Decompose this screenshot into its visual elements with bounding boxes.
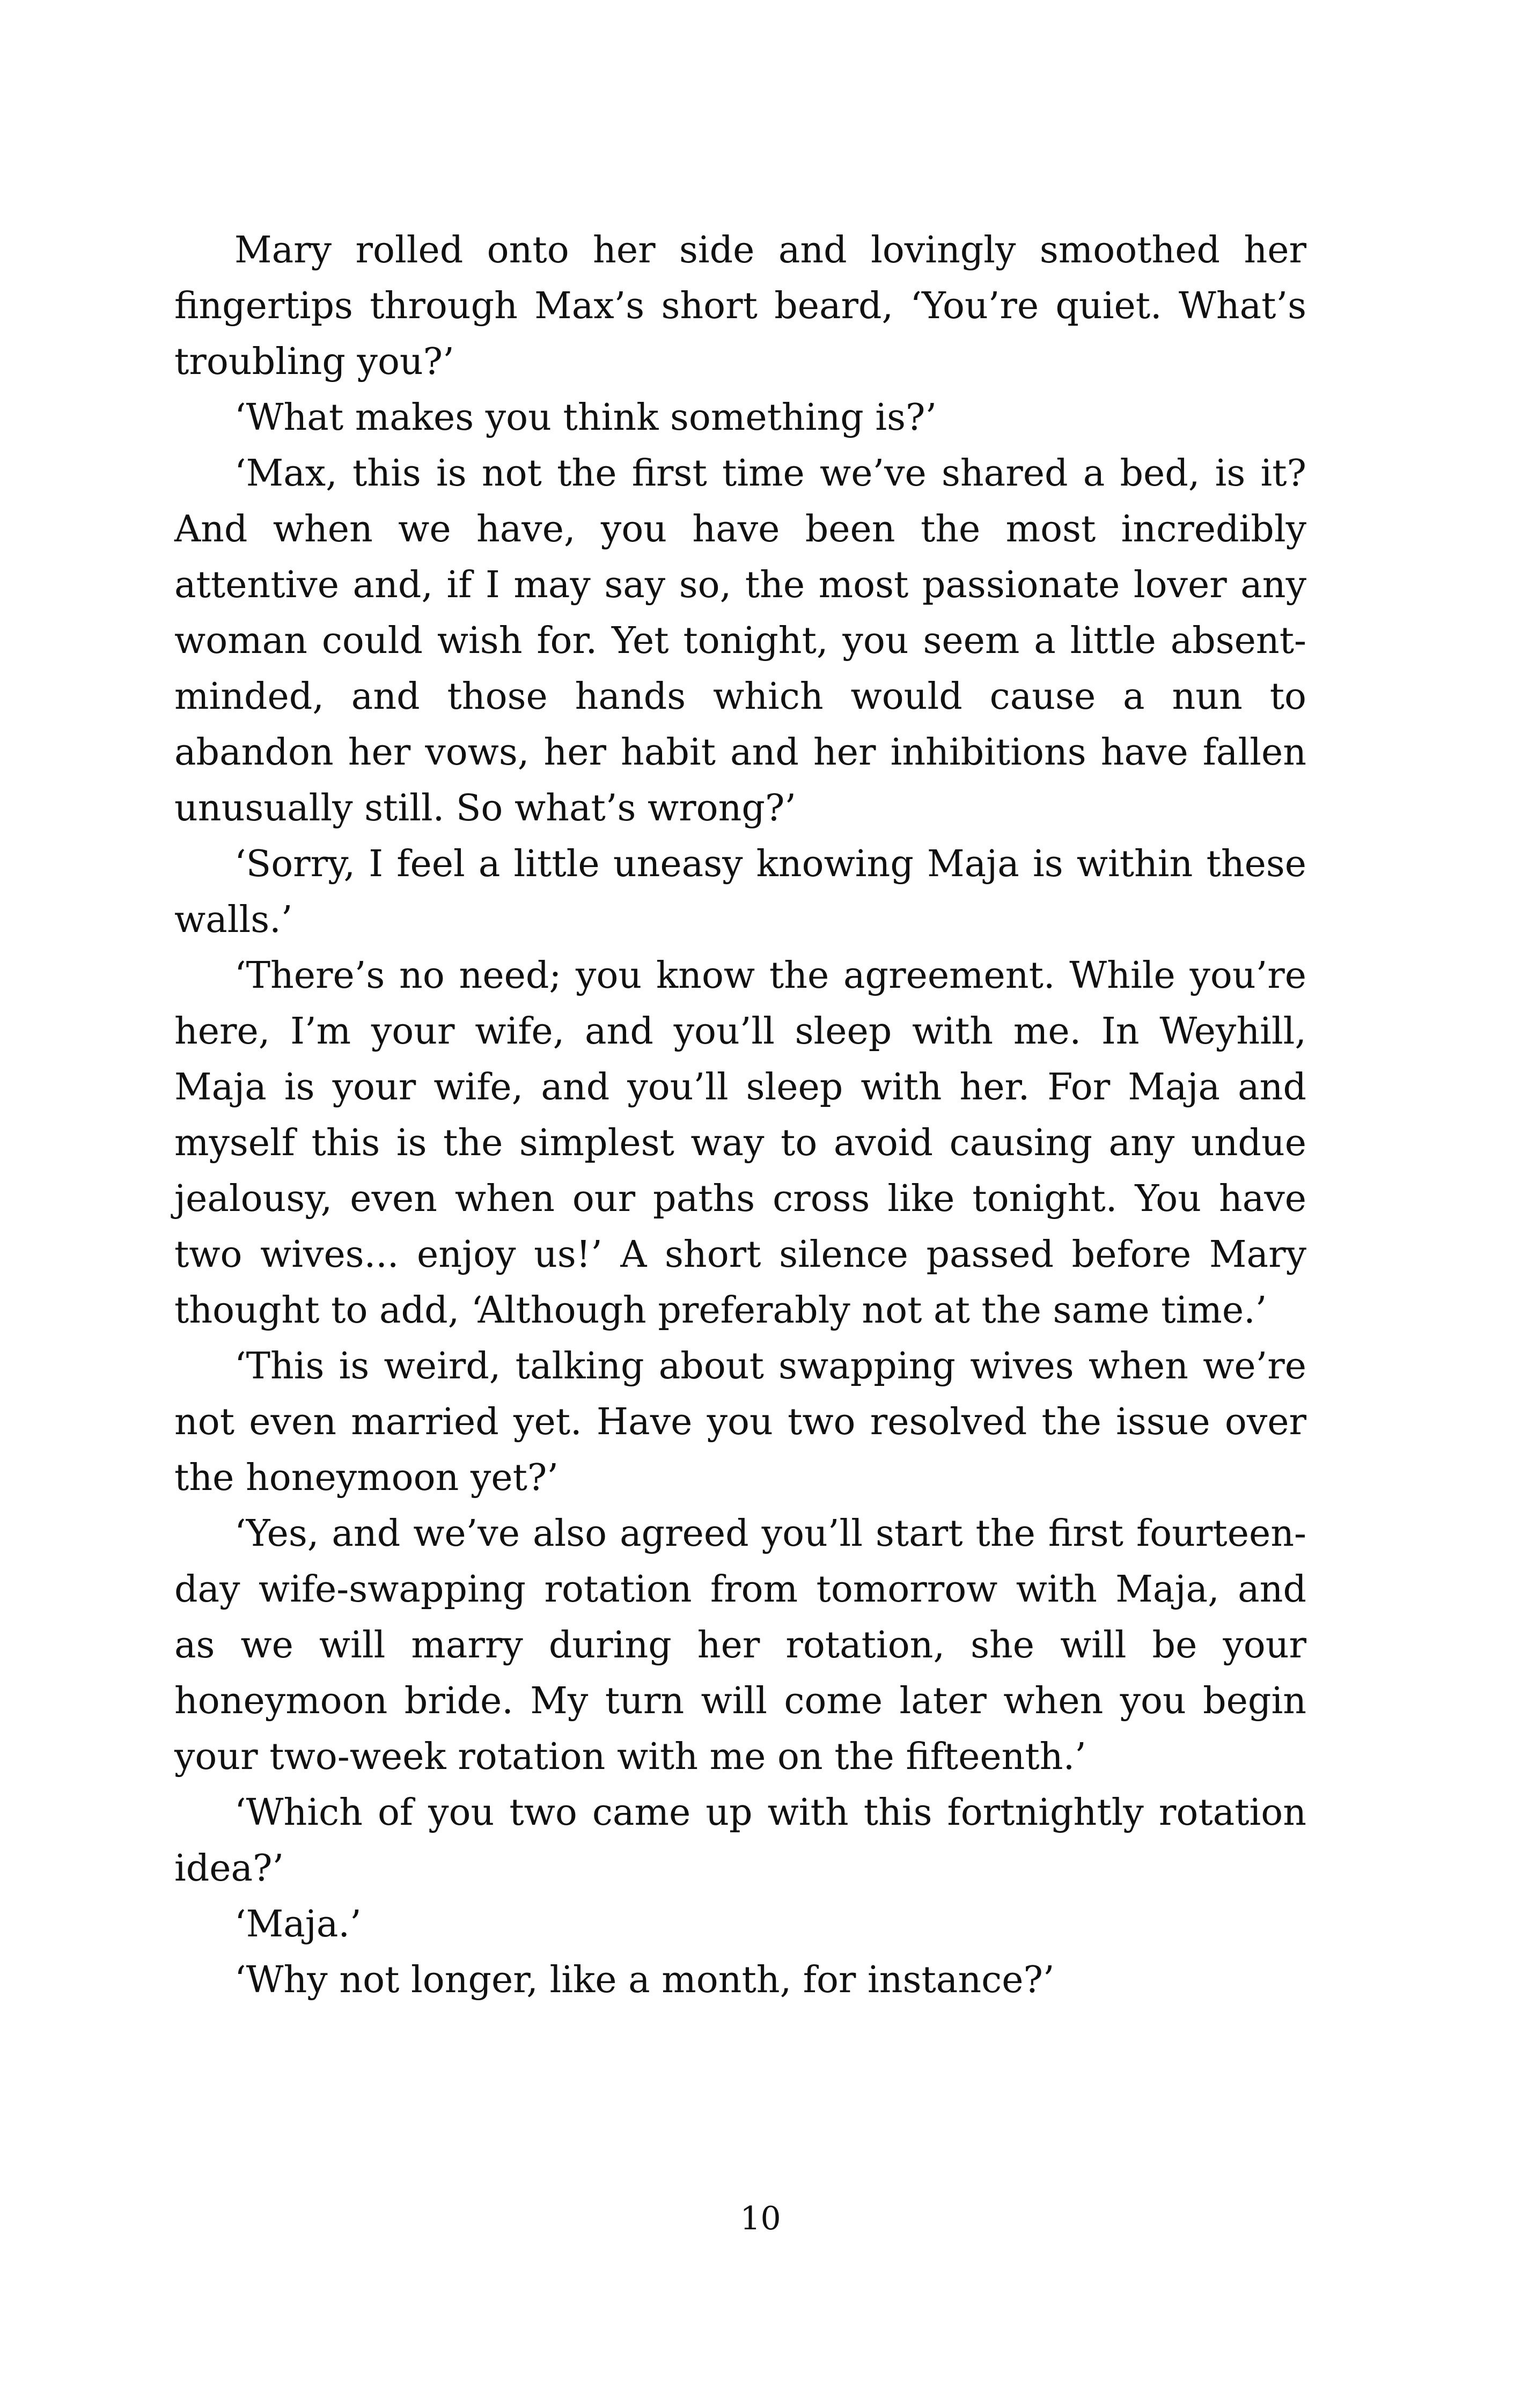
paragraph-2: ‘What makes you think something is?’: [234, 397, 937, 439]
paragraph-9: ‘Maja.’: [234, 1903, 362, 1946]
body-text: [174, 223, 1306, 2008]
paragraph-7: ‘Yes, and we’ve also agreed you’ll start the first fourteen-day wife-swapping rotation from tomorrow with Maja, and as we will marry during her rotation, she will be your honeymoon bride. My turn will come later when you begin your two-week rotation with me on the fifteenth.’: [174, 1513, 1306, 1778]
paragraph-3: ‘Max, this is not the first time we’ve shared a bed, is it? And when we have, you have been the most incredibly attentive and, if I may say so, the most passionate lover any woman could wish for. Yet tonight, you seem a little absent-minded, and those hands which would cause a nun to abandon her vows, her habit and her inhibitions have fallen unusually still. So what’s wrong?’: [174, 452, 1306, 829]
page-number: 10: [740, 2200, 781, 2237]
paragraph-5: ‘There’s no need; you know the agreement. While you’re here, I’m your wife, and you’ll sleep with me. In Weyhill, Maja is your wife, and you’ll sleep with her. For Maja and myself this is the simplest way to avoid causing any undue jealousy, even when our paths cross like tonight. You have two wives... enjoy us!’ A short silence passed before Mary thought to add, ‘Although preferably not at the same time.’: [174, 955, 1306, 1332]
paragraph-10: ‘Why not longer, like a month, for instance?’: [234, 1959, 1055, 2001]
paragraph-4: ‘Sorry, I feel a little uneasy knowing Maja is within these walls.’: [174, 843, 1306, 941]
paragraph-1: Mary rolled onto her side and lovingly smoothed her fingertips through Max’s short beard, ‘You’re quiet. What’s troubling you?’: [174, 229, 1306, 383]
paragraph-8: ‘Which of you two came up with this fortnightly rotation idea?’: [174, 1792, 1306, 1890]
paragraph-6: ‘This is weird, talking about swapping wives when we’re not even married yet. Have you two resolved the issue over the honeymoon yet?’: [174, 1345, 1306, 1499]
